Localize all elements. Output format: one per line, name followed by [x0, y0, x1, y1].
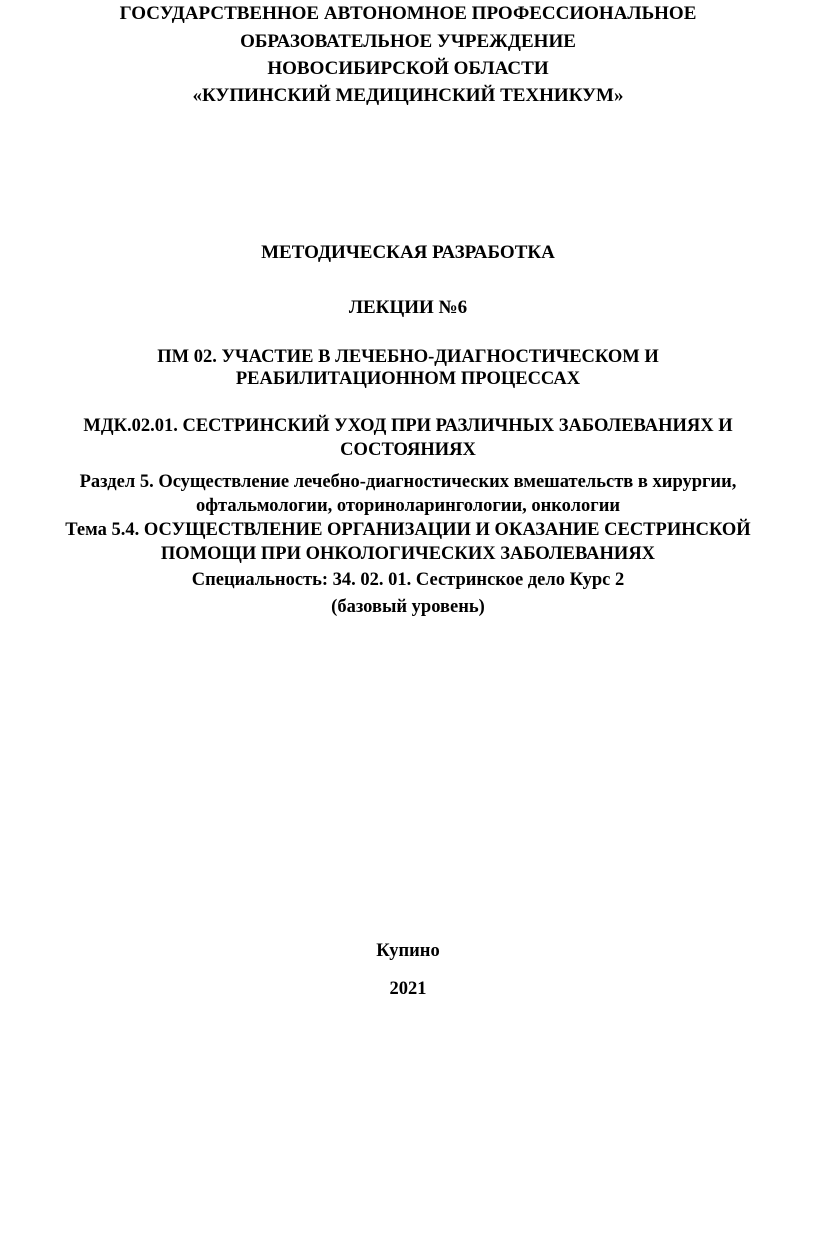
lecture-number: ЛЕКЦИИ №6	[348, 297, 468, 318]
section-title-line-1: Раздел 5. Осуществление лечебно-диагностических вмешательств в хирургии,	[79, 472, 737, 492]
section-title-line-2: офтальмологии, оториноларингологии, онкологии	[195, 496, 621, 516]
specialty: Специальность: 34. 02. 01. Сестринское дело Курс 2	[191, 570, 625, 590]
topic-title-line-2: ПОМОЩИ ПРИ ОНКОЛОГИЧЕСКИХ ЗАБОЛЕВАНИЯХ	[160, 544, 656, 564]
document-type: МЕТОДИЧЕСКАЯ РАЗРАБОТКА	[261, 242, 555, 263]
institution-line-3: НОВОСИБИРСКОЙ ОБЛАСТИ	[267, 58, 549, 79]
topic-title-line-1: Тема 5.4. ОСУЩЕСТВЛЕНИЕ ОРГАНИЗАЦИИ И ОКАЗАНИЕ СЕСТРИНСКОЙ	[65, 520, 751, 540]
institution-line-1: ГОСУДАРСТВЕННОЕ АВТОНОМНОЕ ПРОФЕССИОНАЛЬНОЕ	[119, 3, 697, 24]
institution-line-4: «КУПИНСКИЙ МЕДИЦИНСКИЙ ТЕХНИКУМ»	[192, 85, 624, 106]
education-level: (базовый уровень)	[331, 597, 485, 617]
pm-title-line-1: ПМ 02. УЧАСТИЕ В ЛЕЧЕБНО-ДИАГНОСТИЧЕСКОМ И	[157, 347, 659, 367]
mdk-title-line-2: СОСТОЯНИЯХ	[340, 440, 476, 460]
institution-line-2: ОБРАЗОВАТЕЛЬНОЕ УЧРЕЖДЕНИЕ	[240, 31, 576, 52]
year: 2021	[389, 979, 427, 999]
mdk-title-line-1: МДК.02.01. СЕСТРИНСКИЙ УХОД ПРИ РАЗЛИЧНЫХ ЗАБОЛЕВАНИЯХ И	[83, 416, 733, 436]
city: Купино	[376, 941, 440, 961]
pm-title-line-2: РЕАБИЛИТАЦИОННОМ ПРОЦЕССАХ	[235, 369, 581, 389]
